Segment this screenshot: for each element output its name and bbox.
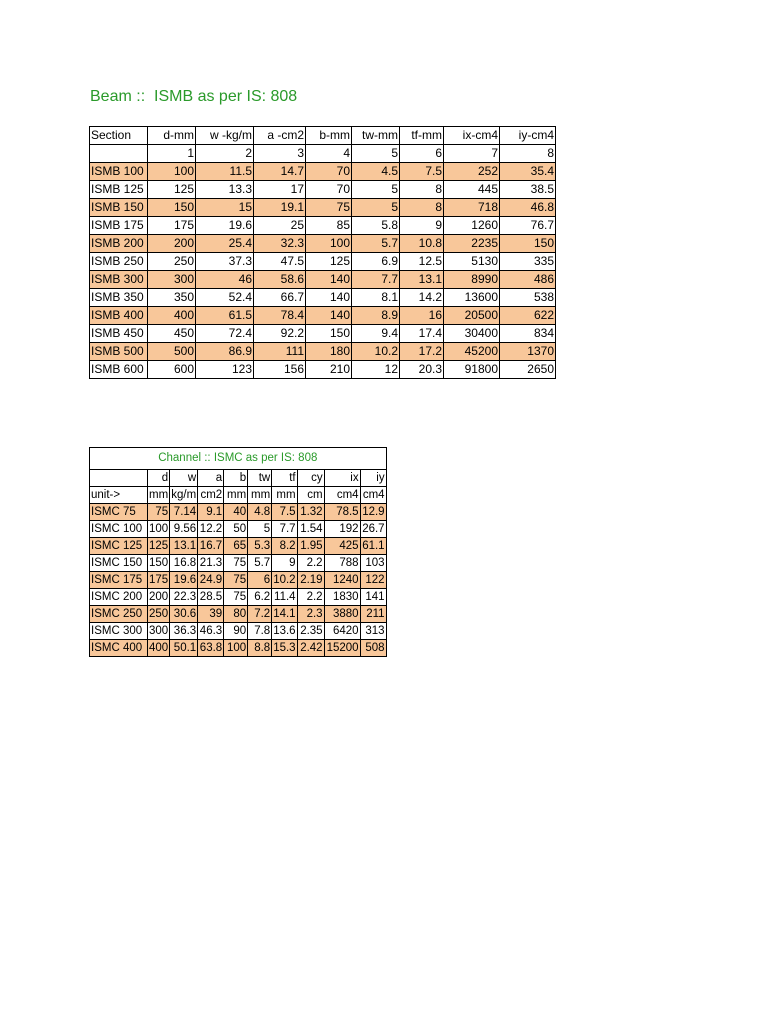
value-cell: 17 [254,181,306,199]
value-cell: 250 [148,606,170,623]
value-cell: 150 [148,199,196,217]
value-cell: 20.3 [400,361,444,379]
value-cell: 30400 [444,325,500,343]
index-cell: 3 [254,145,306,163]
value-cell: 50 [224,521,248,538]
value-cell: 1.32 [297,504,324,521]
header-cell: tw-mm [352,127,400,145]
table-row [90,606,387,623]
value-cell: 19.1 [254,199,306,217]
value-cell: 17.2 [400,343,444,361]
value-cell: 21.3 [198,555,224,572]
value-cell: 2.35 [297,623,324,640]
table-row [90,199,556,217]
index-cell: 4 [306,145,352,163]
value-cell: 7.2 [248,606,272,623]
value-cell: 5.3 [248,538,272,555]
value-cell: 100 [224,640,248,657]
channel-header-row [90,470,387,487]
beam-table [89,126,556,379]
value-cell: 400 [148,640,170,657]
value-cell: 12.2 [198,521,224,538]
value-cell: 2.2 [297,555,324,572]
value-cell: 252 [444,163,500,181]
value-cell: 9 [400,217,444,235]
unit-cell: mm [148,487,170,504]
section-name-cell: ISMB 400 [90,307,148,325]
header-cell: w [170,470,198,487]
value-cell: 66.7 [254,289,306,307]
header-cell: d [148,470,170,487]
value-cell: 1.54 [297,521,324,538]
value-cell: 100 [148,163,196,181]
value-cell: 9.1 [198,504,224,521]
value-cell: 1260 [444,217,500,235]
value-cell: 192 [324,521,360,538]
table-row [90,572,387,589]
value-cell: 61.5 [196,307,254,325]
value-cell: 39 [198,606,224,623]
value-cell: 2.3 [297,606,324,623]
section-name-cell: ISMB 200 [90,235,148,253]
value-cell: 2.19 [297,572,324,589]
value-cell: 300 [148,623,170,640]
value-cell: 15200 [324,640,360,657]
table-row [90,235,556,253]
table-row [90,253,556,271]
value-cell: 150 [148,555,170,572]
value-cell: 9 [272,555,297,572]
table-row [90,217,556,235]
value-cell: 52.4 [196,289,254,307]
beam-index-row [90,145,556,163]
value-cell: 111 [254,343,306,361]
table-row [90,271,556,289]
section-name-cell: ISMB 100 [90,163,148,181]
value-cell: 486 [500,271,556,289]
value-cell: 75 [306,199,352,217]
value-cell: 180 [306,343,352,361]
value-cell: 13600 [444,289,500,307]
section-name-cell: ISMB 150 [90,199,148,217]
section-name-cell: ISMC 75 [90,504,148,521]
value-cell: 350 [148,289,196,307]
value-cell: 70 [306,163,352,181]
index-cell: 5 [352,145,400,163]
value-cell: 12.9 [360,504,386,521]
value-cell: 8 [400,181,444,199]
value-cell: 7.7 [272,521,297,538]
value-cell: 313 [360,623,386,640]
value-cell: 70 [306,181,352,199]
header-cell: tf [272,470,297,487]
value-cell: 30.6 [170,606,198,623]
header-cell [90,470,148,487]
value-cell: 1830 [324,589,360,606]
value-cell: 210 [306,361,352,379]
value-cell: 100 [148,521,170,538]
value-cell: 35.4 [500,163,556,181]
value-cell: 58.6 [254,271,306,289]
value-cell: 1370 [500,343,556,361]
value-cell: 15.3 [272,640,297,657]
section-name-cell: ISMC 175 [90,572,148,589]
index-cell: 6 [400,145,444,163]
value-cell: 45200 [444,343,500,361]
unit-cell: mm [272,487,297,504]
beam-table-title: Beam :: ISMB as per IS: 808 [90,88,298,105]
value-cell: 141 [360,589,386,606]
value-cell: 200 [148,589,170,606]
value-cell: 7.5 [400,163,444,181]
unit-cell: mm [224,487,248,504]
beam-table-body [90,163,556,379]
value-cell: 1240 [324,572,360,589]
section-name-cell: ISMC 200 [90,589,148,606]
value-cell: 75 [224,555,248,572]
value-cell: 150 [306,325,352,343]
value-cell: 600 [148,361,196,379]
value-cell: 91800 [444,361,500,379]
value-cell: 9.56 [170,521,198,538]
value-cell: 788 [324,555,360,572]
value-cell: 13.1 [170,538,198,555]
value-cell: 38.5 [500,181,556,199]
channel-table [89,447,387,657]
index-cell: 7 [444,145,500,163]
section-name-cell: ISMB 125 [90,181,148,199]
value-cell: 7.5 [272,504,297,521]
value-cell: 103 [360,555,386,572]
value-cell: 26.7 [360,521,386,538]
channel-units-row [90,487,387,504]
value-cell: 6420 [324,623,360,640]
value-cell: 445 [444,181,500,199]
value-cell: 14.2 [400,289,444,307]
table-row [90,307,556,325]
value-cell: 5 [352,181,400,199]
value-cell: 19.6 [196,217,254,235]
value-cell: 19.6 [170,572,198,589]
section-name-cell: ISMB 600 [90,361,148,379]
table-row [90,343,556,361]
value-cell: 5.8 [352,217,400,235]
value-cell: 8.2 [272,538,297,555]
table-row [90,640,387,657]
value-cell: 10.8 [400,235,444,253]
value-cell: 8 [400,199,444,217]
value-cell: 17.4 [400,325,444,343]
section-name-cell: ISMC 100 [90,521,148,538]
value-cell: 37.3 [196,253,254,271]
value-cell: 140 [306,289,352,307]
value-cell: 22.3 [170,589,198,606]
section-name-cell: ISMC 300 [90,623,148,640]
value-cell: 718 [444,199,500,217]
value-cell: 175 [148,217,196,235]
value-cell: 622 [500,307,556,325]
table-row [90,289,556,307]
value-cell: 86.9 [196,343,254,361]
value-cell: 125 [148,181,196,199]
value-cell: 156 [254,361,306,379]
value-cell: 65 [224,538,248,555]
unit-cell: mm [248,487,272,504]
value-cell: 10.2 [272,572,297,589]
value-cell: 14.1 [272,606,297,623]
value-cell: 80 [224,606,248,623]
value-cell: 32.3 [254,235,306,253]
value-cell: 7.7 [352,271,400,289]
header-cell: a [198,470,224,487]
unit-cell: cm [297,487,324,504]
table-row [90,163,556,181]
value-cell: 11.5 [196,163,254,181]
value-cell: 450 [148,325,196,343]
value-cell: 538 [500,289,556,307]
value-cell: 78.5 [324,504,360,521]
header-cell: tw [248,470,272,487]
value-cell: 8.1 [352,289,400,307]
header-cell: tf-mm [400,127,444,145]
value-cell: 175 [148,572,170,589]
index-cell: 2 [196,145,254,163]
value-cell: 90 [224,623,248,640]
value-cell: 140 [306,271,352,289]
section-name-cell: ISMB 300 [90,271,148,289]
value-cell: 13.1 [400,271,444,289]
value-cell: 100 [306,235,352,253]
header-cell: ix-cm4 [444,127,500,145]
header-cell: iy-cm4 [500,127,556,145]
table-row [90,589,387,606]
value-cell: 500 [148,343,196,361]
index-cell: 8 [500,145,556,163]
value-cell: 3880 [324,606,360,623]
header-cell: cy [297,470,324,487]
value-cell: 25.4 [196,235,254,253]
value-cell: 75 [148,504,170,521]
value-cell: 20500 [444,307,500,325]
table-row [90,538,387,555]
channel-table-body [90,504,387,657]
value-cell: 50.1 [170,640,198,657]
value-cell: 10.2 [352,343,400,361]
index-cell: 1 [148,145,196,163]
value-cell: 24.9 [198,572,224,589]
header-cell: iy [360,470,386,487]
value-cell: 46.8 [500,199,556,217]
value-cell: 16 [400,307,444,325]
value-cell: 40 [224,504,248,521]
value-cell: 28.5 [198,589,224,606]
section-name-cell: ISMB 250 [90,253,148,271]
value-cell: 125 [306,253,352,271]
section-name-cell: ISMC 400 [90,640,148,657]
value-cell: 76.7 [500,217,556,235]
section-name-cell: ISMB 350 [90,289,148,307]
unit-cell: cm4 [360,487,386,504]
value-cell: 4.8 [248,504,272,521]
value-cell: 425 [324,538,360,555]
value-cell: 7.14 [170,504,198,521]
value-cell: 125 [148,538,170,555]
value-cell: 7.8 [248,623,272,640]
value-cell: 47.5 [254,253,306,271]
value-cell: 75 [224,572,248,589]
value-cell: 11.4 [272,589,297,606]
value-cell: 16.7 [198,538,224,555]
value-cell: 250 [148,253,196,271]
unit-cell: unit-> [90,487,148,504]
value-cell: 8990 [444,271,500,289]
table-row [90,181,556,199]
value-cell: 122 [360,572,386,589]
value-cell: 335 [500,253,556,271]
section-name-cell: ISMC 250 [90,606,148,623]
value-cell: 8.8 [248,640,272,657]
value-cell: 508 [360,640,386,657]
header-cell: Section [90,127,148,145]
beam-header-row [90,127,556,145]
value-cell: 5.7 [352,235,400,253]
value-cell: 12 [352,361,400,379]
value-cell: 63.8 [198,640,224,657]
unit-cell: cm2 [198,487,224,504]
section-name-cell: ISMB 500 [90,343,148,361]
value-cell: 13.3 [196,181,254,199]
value-cell: 5 [248,521,272,538]
section-name-cell: ISMC 150 [90,555,148,572]
value-cell: 5 [352,199,400,217]
value-cell: 211 [360,606,386,623]
value-cell: 5130 [444,253,500,271]
value-cell: 2.42 [297,640,324,657]
table-row [90,361,556,379]
value-cell: 2.2 [297,589,324,606]
header-cell: a -cm2 [254,127,306,145]
value-cell: 1.95 [297,538,324,555]
channel-title-row [90,448,387,470]
value-cell: 150 [500,235,556,253]
index-cell [90,145,148,163]
table-row [90,325,556,343]
header-cell: b [224,470,248,487]
header-cell: d-mm [148,127,196,145]
section-name-cell: ISMB 450 [90,325,148,343]
value-cell: 6 [248,572,272,589]
value-cell: 14.7 [254,163,306,181]
value-cell: 78.4 [254,307,306,325]
value-cell: 9.4 [352,325,400,343]
value-cell: 300 [148,271,196,289]
value-cell: 8.9 [352,307,400,325]
value-cell: 6.2 [248,589,272,606]
table-row [90,623,387,640]
header-cell: w -kg/m [196,127,254,145]
value-cell: 200 [148,235,196,253]
value-cell: 123 [196,361,254,379]
value-cell: 140 [306,307,352,325]
value-cell: 85 [306,217,352,235]
header-cell: b-mm [306,127,352,145]
value-cell: 6.9 [352,253,400,271]
value-cell: 61.1 [360,538,386,555]
value-cell: 834 [500,325,556,343]
value-cell: 92.2 [254,325,306,343]
value-cell: 2235 [444,235,500,253]
value-cell: 5.7 [248,555,272,572]
value-cell: 400 [148,307,196,325]
unit-cell: kg/m [170,487,198,504]
header-cell: ix [324,470,360,487]
value-cell: 13.6 [272,623,297,640]
value-cell: 46.3 [198,623,224,640]
value-cell: 25 [254,217,306,235]
value-cell: 16.8 [170,555,198,572]
table-row [90,521,387,538]
section-name-cell: ISMB 175 [90,217,148,235]
value-cell: 72.4 [196,325,254,343]
value-cell: 46 [196,271,254,289]
channel-table-title: Channel :: ISMC as per IS: 808 [90,448,387,470]
table-row [90,504,387,521]
value-cell: 12.5 [400,253,444,271]
value-cell: 2650 [500,361,556,379]
section-name-cell: ISMC 125 [90,538,148,555]
value-cell: 36.3 [170,623,198,640]
unit-cell: cm4 [324,487,360,504]
value-cell: 4.5 [352,163,400,181]
value-cell: 15 [196,199,254,217]
value-cell: 75 [224,589,248,606]
table-row [90,555,387,572]
